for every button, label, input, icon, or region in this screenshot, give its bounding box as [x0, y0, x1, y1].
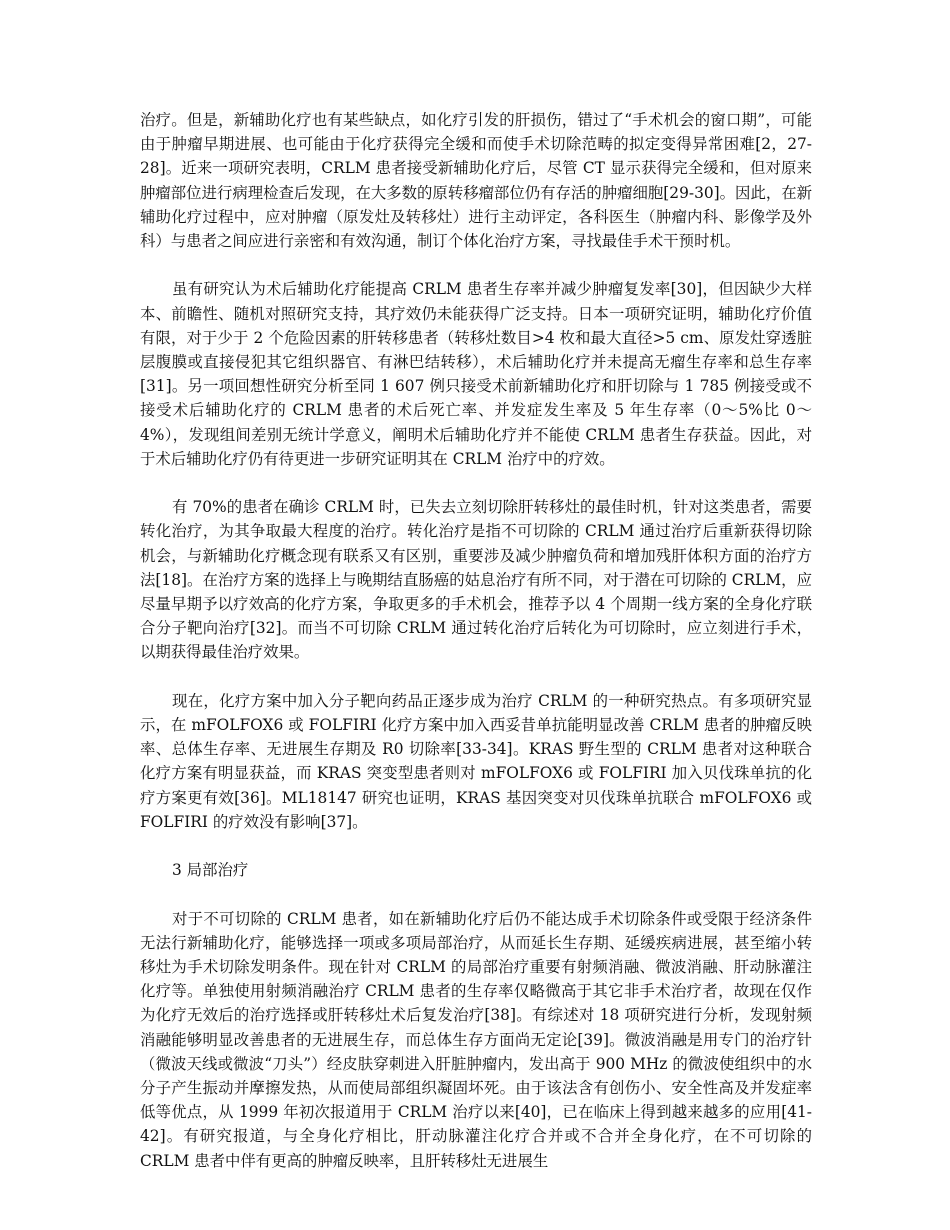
body-paragraph-3: 有 70%的患者在确诊 CRLM 时，已失去立刻切除肝转移灶的最佳时机，针对这类患者，需要转化治疗，为其争取最大程度的治疗。转化治疗是指不可切除的 CRLM 通过治疗后重新获得切除机会，与新辅助化疗概念现有联系又有区别，重要涉及减少肿瘤负荷和增加残肝体积方面的治疗方法[18]。在治疗方案的选择上与晚期结直肠癌的姑息治疗有所不同，对于潜在可切除的 CRLM，应尽量早期予以疗效高的化疗方案，争取更多的手术机会，推荐予以 4 个周期一线方案的全身化疗联合分子靶向治疗[32]。而当不可切除 CRLM 通过转化治疗后转化为可切除时，应立刻进行手术，以期获得最佳治疗效果。 — [140, 498, 812, 662]
body-paragraph-4: 现在，化疗方案中加入分子靶向药品正逐步成为治疗 CRLM 的一种研究热点。有多项研究显示，在 mFOLFOX6 或 FOLFIRI 化疗方案中加入西妥昔单抗能明显改善 CRLM 患者的肿瘤反映率、总体生存率、无进展生存期及 R0 切除率[33-34]。KRAS 野生型的 CRLM 患者对这种联合化疗方案有明显获益，而 KRAS 突变型患者则对 mFOLFOX6 或 FOLFIRI 加入贝伐珠单抗的化疗方案更有效[36]。ML18147 研究也证明，KRAS 基因突变对贝伐珠单抗联合 mFOLFOX6 或 FOLFIRI 的疗效没有影响[37]。 — [140, 691, 812, 831]
body-paragraph-1: 治疗。但是，新辅助化疗也有某些缺点，如化疗引发的肝损伤，错过了“手术机会的窗口期”，可能由于肿瘤早期进展、也可能由于化疗获得完全缓和而使手术切除范畴的拟定变得异常困难[2，27-28]。近来一项研究表明，CRLM 患者接受新辅助化疗后，尽管 CT 显示获得完全缓和，但对原来肿瘤部位进行病理检查后发现，在大多数的原转移瘤部位仍有存活的肿瘤细胞[29-30]。因此，在新辅助化疗过程中，应对肿瘤（原发灶及转移灶）进行主动评定，各科医生（肿瘤内科、影像学及外科）与患者之间应进行亲密和有效沟通，制订个体化治疗方案，寻找最佳手术干预时机。 — [140, 111, 813, 251]
section-heading: 3 局部治疗 — [172, 861, 249, 880]
body-paragraph-5: 对于不可切除的 CRLM 患者，如在新辅助化疗后仍不能达成手术切除条件或受限于经济条件无法行新辅助化疗，能够选择一项或多项局部治疗，从而延长生存期、延缓疾病进展，甚至缩小转移灶为手术切除发明条件。现在针对 CRLM 的局部治疗重要有射频消融、微波消融、肝动脉灌注化疗等。单独使用射频消融治疗 CRLM 患者的生存率仅略微高于其它非手术治疗者，故现在仅作为化疗无效后的治疗选择或肝转移灶术后复发治疗[38]。有综述对 18 项研究进行分析，发现射频消融能够明显改善患者的无进展生存，而总体生存方面尚无定论[39]。微波消融是用专门的治疗针（微波天线或微波“刀头”）经皮肤穿刺进入肝脏肿瘤内，发出高于 900 MHz 的微波使组织中的水分子产生振动并摩擦发热，从而使局部组织凝固坏死。由于该法含有创伤小、安全性高及并发症率低等优点，从 1999 年初次报道用于 CRLM 治疗以来[40]，已在临床上得到越来越多的应用[41-42]。有研究报道，与全身化疗相比，肝动脉灌注化疗合并或不合并全身化疗，在不可切除的 CRLM 患者中伴有更高的肿瘤反映率，且肝转移灶无进展生 — [140, 909, 812, 1170]
body-paragraph-2: 虽有研究认为术后辅助化疗能提高 CRLM 患者生存率并减少肿瘤复发率[30]，但因缺少大样本、前瞻性、随机对照研究支持，其疗效仍未能获得广泛支持。日本一项研究证明，辅助化疗价值有限，对于少于 2 个危险因素的肝转移患者（转移灶数目>4 枚和最大直径>5 cm、原发灶穿透脏层腹膜或直接侵犯其它组织器官、有淋巴结转移），术后辅助化疗并未提高无瘤生存率和总生存率[31]。另一项回想性研究分析至同 1 607 例只接受术前新辅助化疗和肝切除与 1 785 例接受或不接受术后辅助化疗的 CRLM 患者的术后死亡率、并发症发生率及 5 年生存率（0～5%比 0～4%），发现组间差别无统计学意义，阐明术后辅助化疗并不能使 CRLM 患者生存获益。因此，对于术后辅助化疗仍有待更进一步研究证明其在 CRLM 治疗中的疗效。 — [140, 280, 812, 468]
document-page — [140, 108, 812, 1197]
